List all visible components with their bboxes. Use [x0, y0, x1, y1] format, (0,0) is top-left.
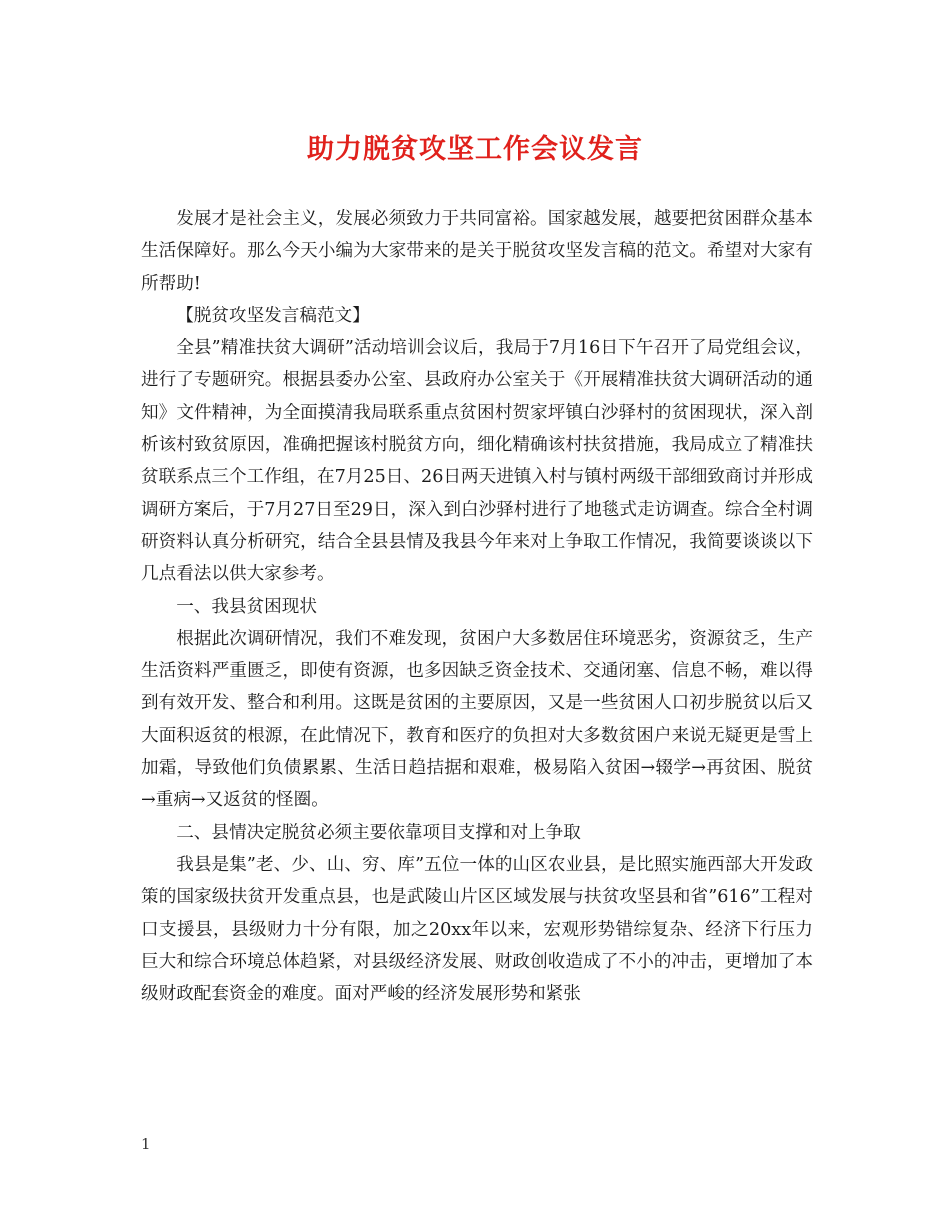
section-label: 【脱贫攻坚发言稿范文】	[176, 305, 370, 326]
section-heading-1: 一、我县贫困现状	[176, 596, 317, 617]
intro-paragraph: 发展才是社会主义，发展必须致力于共同富裕。国家越发展，越要把贫困群众基本生活保障好。那么今天小编为大家带来的是关于脱贫攻坚发言稿的范文。希望对大家有所帮助!	[141, 209, 813, 294]
page-number: 1	[141, 1135, 151, 1153]
body-paragraph: 全县”精准扶贫大调研”活动培训会议后，我局于7月16日下午召开了局党组会议，进行了专题研究。根据县委办公室、县政府办公室关于《开展精准扶贫大调研活动的通知》文件精神，为全面摸清我局联系重点贫困村贺家坪镇白沙驿村的贫困现状，深入剖析该村致贫原因，准确把握该村脱贫方向，细化精确该村扶贫措施，我局成立了精准扶贫联系点三个工作组，在7月25日、26日两天进镇入村与镇村两级干部细致商讨并形成调研方案后，于7月27日至29日，深入到白沙驿村进行了地毯式走访调查。综合全村调研资料认真分析研究，结合全县县情及我县今年来对上争取工作情况，我简要谈谈以下几点看法以供大家参考。	[141, 338, 813, 585]
section-heading-2: 二、县情决定脱贫必须主要依靠项目支撑和对上争取	[176, 822, 581, 843]
document-body	[141, 203, 813, 1010]
body-paragraph: 我县是集”老、少、山、穷、库”五位一体的山区农业县，是比照实施西部大开发政策的国家级扶贫开发重点县，也是武陵山片区区域发展与扶贫攻坚县和省”616”工程对口支援县，县级财力十分有限，加之20xx年以来，宏观形势错综复杂、经济下行压力巨大和综合环境总体趋紧，对县级经济发展、财政创收造成了不小的冲击，更增加了本级财政配套资金的难度。面对严峻的经济发展形势和紧张	[141, 854, 813, 1005]
body-paragraph: 根据此次调研情况，我们不难发现，贫困户大多数居住环境恶劣，资源贫乏，生产生活资料严重匮乏，即使有资源，也多因缺乏资金技术、交通闭塞、信息不畅，难以得到有效开发、整合和利用。这既是贫困的主要原因，又是一些贫困人口初步脱贫以后又大面积返贫的根源，在此情况下，教育和医疗的负担对大多数贫困户来说无疑更是雪上加霜，导致他们负债累累、生活日趋拮据和艰难，极易陷入贫困→辍学→再贫困、脱贫→重病→又返贫的怪圈。	[141, 628, 813, 811]
document-title: 助力脱贫攻坚工作会议发言	[307, 134, 643, 165]
